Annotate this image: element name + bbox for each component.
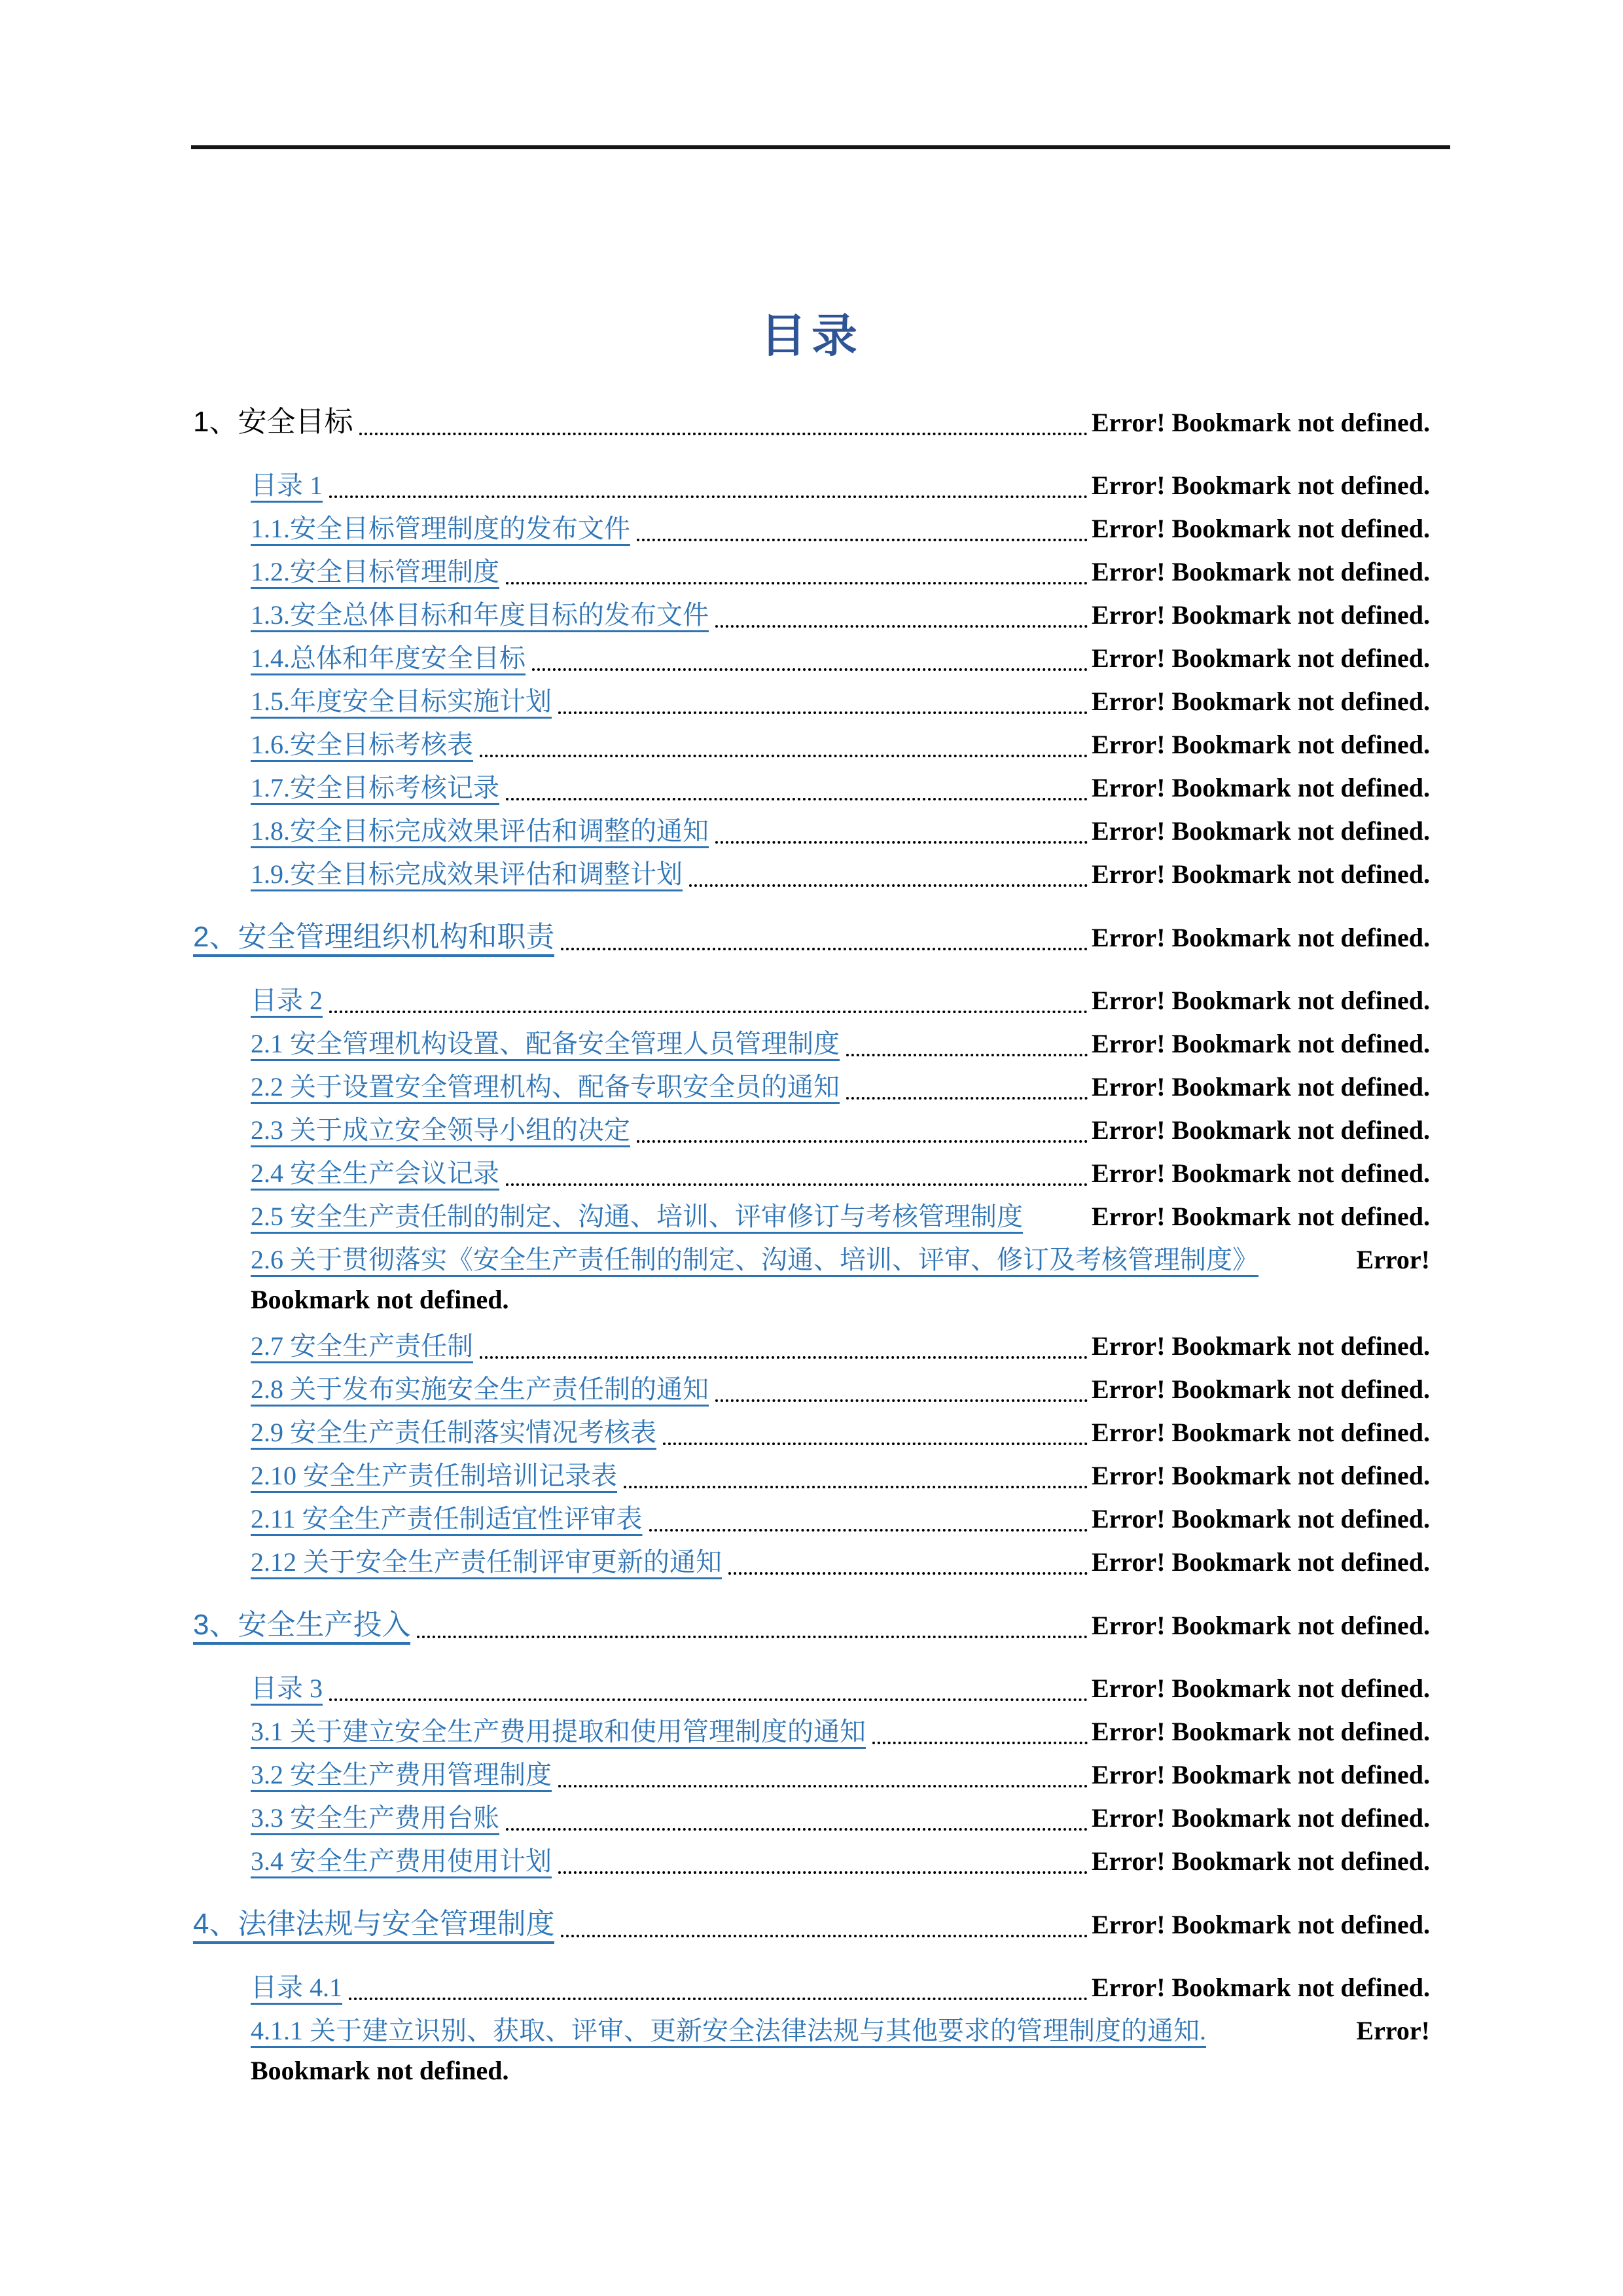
- toc-entry: [193, 1109, 1430, 1152]
- dot-leader: [715, 625, 1088, 628]
- dot-leader: [558, 1785, 1088, 1787]
- toc-entry: [193, 1195, 1430, 1238]
- toc-entry-link[interactable]: 2.5 安全生产责任制的制定、沟通、培训、评审修订与考核管理制度: [251, 1202, 1023, 1231]
- page-ref-error: Error! Bookmark not defined.: [1091, 1760, 1430, 1789]
- toc-entry-link[interactable]: 2.3 关于成立安全领导小组的决定: [251, 1115, 630, 1145]
- page-ref-error: Error! Bookmark not defined.: [1091, 514, 1430, 543]
- dot-leader: [417, 1636, 1087, 1638]
- page-ref-error: Error! Bookmark not defined.: [1091, 1846, 1430, 1876]
- page-ref-error: Error! Bookmark not defined.: [1091, 1611, 1430, 1640]
- page-ref-error: Error! Bookmark not defined.: [1091, 471, 1430, 500]
- dot-leader: [506, 1828, 1088, 1831]
- dot-leader: [532, 668, 1088, 671]
- page-ref-error: Error!: [1356, 2016, 1430, 2045]
- toc-entry: [193, 914, 1430, 961]
- toc-entry: [193, 1368, 1430, 1411]
- dot-leader: [846, 1097, 1088, 1100]
- toc-content: [193, 0, 1430, 2096]
- toc-entry: [193, 550, 1430, 594]
- page-ref-error: Error! Bookmark not defined.: [1091, 1418, 1430, 1447]
- page-ref-error: Error! Bookmark not defined.: [1091, 1547, 1430, 1577]
- page-ref-error: Error! Bookmark not defined.: [1091, 1504, 1430, 1534]
- toc-entry: [193, 1325, 1430, 1368]
- toc-entry-link[interactable]: 2.12 关于安全生产责任制评审更新的通知: [251, 1547, 722, 1577]
- dot-leader: [329, 1698, 1088, 1701]
- toc-entry: [193, 1966, 1430, 2009]
- toc-entry: [193, 1602, 1430, 1649]
- toc-entry-link[interactable]: 1.4.总体和年度安全目标: [251, 643, 526, 673]
- toc-entry: [193, 464, 1430, 507]
- page-ref-error: Error! Bookmark not defined.: [1091, 643, 1430, 673]
- toc-entry-link[interactable]: 1.2.安全目标管理制度: [251, 557, 499, 586]
- page-ref-error: Error! Bookmark not defined.: [1091, 687, 1430, 716]
- page-ref-error: Error! Bookmark not defined.: [1091, 816, 1430, 846]
- toc-entry: [193, 1710, 1430, 1753]
- dot-leader: [506, 582, 1088, 584]
- dot-leader: [359, 433, 1087, 435]
- page-ref-error: Error! Bookmark not defined.: [1091, 408, 1430, 437]
- page-ref-error-wrap: Bookmark not defined.: [251, 2056, 509, 2085]
- toc-entry-link[interactable]: 2.6 关于贯彻落实《安全生产责任制的制定、沟通、培训、评审、修订及考核管理制度》: [251, 1245, 1258, 1274]
- toc-entry-link[interactable]: 2.11 安全生产责任制适宜性评审表: [251, 1504, 643, 1534]
- dot-leader: [846, 1054, 1088, 1056]
- toc-entry-link[interactable]: 1.3.安全总体目标和年度目标的发布文件: [251, 600, 709, 630]
- dot-leader: [689, 884, 1088, 887]
- toc-entry-link[interactable]: 3.4 安全生产费用使用计划: [251, 1846, 552, 1876]
- dot-leader: [329, 1011, 1088, 1013]
- toc-entry-link[interactable]: 3.3 安全生产费用台账: [251, 1803, 499, 1833]
- toc-entry-link[interactable]: 目录 4.1: [251, 1973, 342, 2002]
- dot-leader: [649, 1529, 1088, 1532]
- dot-leader: [715, 1399, 1088, 1402]
- page-ref-error: Error! Bookmark not defined.: [1091, 730, 1430, 759]
- toc-entry-link[interactable]: 1.8.安全目标完成效果评估和调整的通知: [251, 816, 709, 846]
- toc-entry-link[interactable]: 4、法律法规与安全管理制度: [193, 1908, 555, 1940]
- toc-entry: [193, 1753, 1430, 1797]
- toc-entry: [193, 1152, 1430, 1195]
- toc-entry-link[interactable]: 2.4 安全生产会议记录: [251, 1158, 499, 1188]
- page-ref-error: Error! Bookmark not defined.: [1091, 859, 1430, 889]
- toc-entry-link[interactable]: 3、安全生产投入: [193, 1609, 411, 1641]
- toc-entry-link[interactable]: 2.2 关于设置安全管理机构、配备专职安全员的通知: [251, 1072, 840, 1102]
- page-ref-error: Error! Bookmark not defined.: [1091, 773, 1430, 802]
- toc-entry-link[interactable]: 3.2 安全生产费用管理制度: [251, 1760, 552, 1789]
- toc-entry: [193, 507, 1430, 550]
- toc-entry-link[interactable]: 1.5.年度安全目标实施计划: [251, 687, 552, 716]
- dot-leader: [349, 1998, 1088, 2000]
- page-ref-error: Error! Bookmark not defined.: [1091, 1910, 1430, 1939]
- toc-entry: [193, 1454, 1430, 1498]
- toc-list: [193, 399, 1430, 2089]
- dot-leader: [872, 1742, 1088, 1744]
- dot-leader: [561, 1935, 1087, 1937]
- page-ref-error: Error! Bookmark not defined.: [1091, 1072, 1430, 1102]
- dot-leader: [637, 1140, 1088, 1143]
- page-ref-error: Error! Bookmark not defined.: [1091, 1202, 1430, 1231]
- toc-entry-link[interactable]: 2.9 安全生产责任制落实情况考核表: [251, 1418, 656, 1447]
- dot-leader: [637, 539, 1088, 541]
- page-ref-error: Error! Bookmark not defined.: [1091, 1331, 1430, 1361]
- dot-leader: [329, 495, 1088, 498]
- page-ref-error: Error! Bookmark not defined.: [1091, 1158, 1430, 1188]
- toc-entry: [193, 723, 1430, 766]
- dot-leader: [663, 1443, 1088, 1445]
- dot-leader: [480, 1356, 1088, 1359]
- toc-entry: [193, 1411, 1430, 1454]
- dot-leader: [728, 1572, 1088, 1575]
- toc-entry-link[interactable]: 3.1 关于建立安全生产费用提取和使用管理制度的通知: [251, 1717, 866, 1746]
- toc-entry-link[interactable]: 2.10 安全生产责任制培训记录表: [251, 1461, 617, 1490]
- toc-entry: [193, 1901, 1430, 1948]
- page-ref-error: Error! Bookmark not defined.: [1091, 923, 1430, 952]
- toc-entry-link[interactable]: 目录 3: [251, 1674, 323, 1703]
- page-ref-error: Error! Bookmark not defined.: [1091, 1674, 1430, 1703]
- dot-leader: [506, 1183, 1088, 1186]
- toc-entry-link[interactable]: 目录 2: [251, 986, 323, 1015]
- toc-entry: [193, 766, 1430, 810]
- dot-leader: [715, 841, 1088, 844]
- toc-entry-link[interactable]: 4.1.1 关于建立识别、获取、评审、更新安全法律法规与其他要求的管理制度的通知.: [251, 2016, 1206, 2045]
- toc-entry-text: 1、安全目标: [193, 406, 353, 438]
- toc-entry-link[interactable]: 2.7 安全生产责任制: [251, 1331, 473, 1361]
- dot-leader: [561, 948, 1087, 950]
- toc-entry-link[interactable]: 2.8 关于发布实施安全生产责任制的通知: [251, 1374, 709, 1404]
- page-ref-error: Error! Bookmark not defined.: [1091, 1717, 1430, 1746]
- toc-entry: [193, 1667, 1430, 1710]
- toc-entry: [193, 1797, 1430, 1840]
- toc-entry: [193, 1066, 1430, 1109]
- toc-entry-link[interactable]: 目录 1: [251, 471, 323, 500]
- toc-entry: [193, 1238, 1430, 1282]
- dot-leader: [558, 1871, 1088, 1874]
- dot-leader: [558, 711, 1088, 714]
- toc-entry-link[interactable]: 1.6.安全目标考核表: [251, 730, 473, 759]
- page-ref-error: Error! Bookmark not defined.: [1091, 1973, 1430, 2002]
- toc-entry-link[interactable]: 1.7.安全目标考核记录: [251, 773, 499, 802]
- toc-entry: [193, 979, 1430, 1022]
- toc-entry: [193, 680, 1430, 723]
- page-ref-error: Error! Bookmark not defined.: [1091, 1461, 1430, 1490]
- page-ref-error: Error! Bookmark not defined.: [1091, 557, 1430, 586]
- toc-entry: [193, 1840, 1430, 1883]
- page-title: 目录: [760, 310, 863, 361]
- page-ref-error-wrap: Bookmark not defined.: [251, 1285, 509, 1314]
- page-ref-error: Error!: [1356, 1245, 1430, 1274]
- dot-leader: [480, 755, 1088, 757]
- page-ref-error: Error! Bookmark not defined.: [1091, 1029, 1430, 1058]
- toc-entry-link[interactable]: 1.9.安全目标完成效果评估和调整计划: [251, 859, 683, 889]
- toc-entry: [193, 637, 1430, 680]
- toc-entry-link[interactable]: 2.1 安全管理机构设置、配备安全管理人员管理制度: [251, 1029, 840, 1058]
- page-ref-error: Error! Bookmark not defined.: [1091, 1803, 1430, 1833]
- toc-entry: [193, 1022, 1430, 1066]
- toc-entry: [193, 853, 1430, 896]
- toc-entry-link[interactable]: 2、安全管理组织机构和职责: [193, 921, 555, 953]
- page-ref-error: Error! Bookmark not defined.: [1091, 600, 1430, 630]
- page-ref-error: Error! Bookmark not defined.: [1091, 1374, 1430, 1404]
- toc-entry: [193, 594, 1430, 637]
- dot-leader: [506, 798, 1088, 800]
- toc-entry-link[interactable]: 1.1.安全目标管理制度的发布文件: [251, 514, 630, 543]
- toc-entry: [193, 2009, 1430, 2053]
- toc-entry: [193, 1498, 1430, 1541]
- page-ref-error: Error! Bookmark not defined.: [1091, 986, 1430, 1015]
- page-ref-error: Error! Bookmark not defined.: [1091, 1115, 1430, 1145]
- toc-entry: [193, 810, 1430, 853]
- toc-entry: [193, 399, 1430, 446]
- toc-entry: [193, 1541, 1430, 1584]
- dot-leader: [624, 1486, 1088, 1488]
